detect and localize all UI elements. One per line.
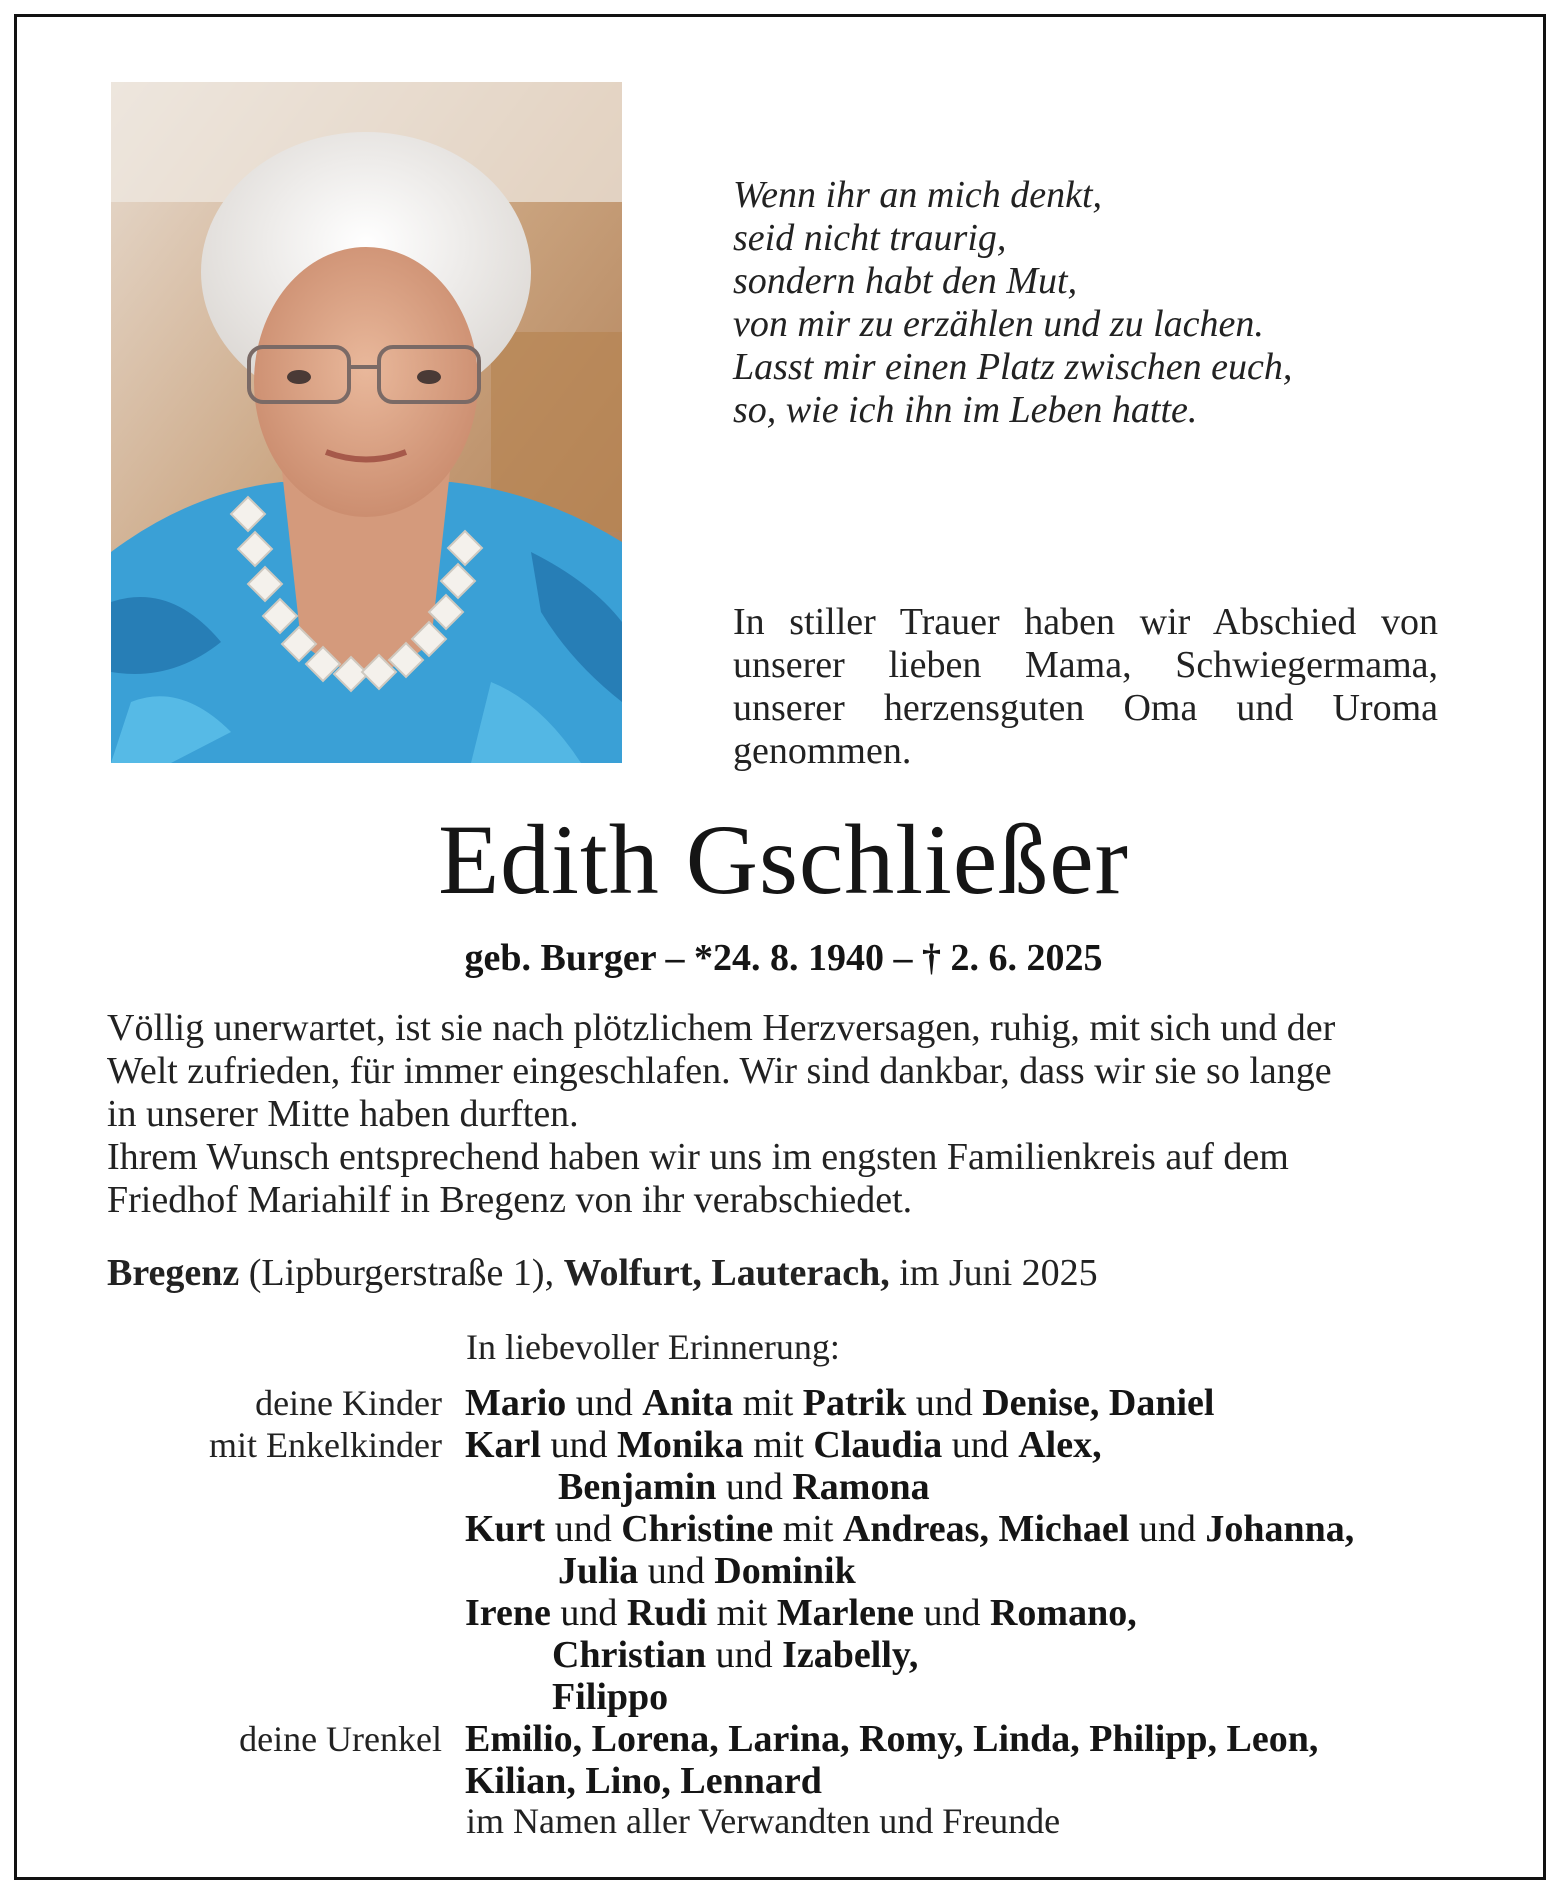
family-name: Anita [642, 1382, 734, 1424]
family-name: Izabelly, [782, 1634, 919, 1676]
label-grandchildren: mit Enkelkinder [209, 1425, 442, 1465]
family-name: Christine [621, 1508, 774, 1550]
connector: und [560, 1592, 618, 1634]
family-name: Filippo [552, 1676, 669, 1718]
poem-line: seid nicht traurig, [733, 217, 1007, 259]
family-row [558, 1550, 856, 1592]
family-name: Claudia [813, 1424, 943, 1466]
connector: und [575, 1382, 633, 1424]
memory-heading: In liebevoller Erinnerung: [466, 1327, 840, 1367]
connector: und [647, 1550, 705, 1592]
poem-line: sondern habt den Mut, [733, 260, 1078, 302]
connector: mit [742, 1382, 794, 1424]
portrait-photo [111, 82, 622, 763]
family-name: Johanna, [1205, 1508, 1355, 1550]
place-city: Bregenz [107, 1252, 240, 1294]
family-name: Romano, [989, 1592, 1137, 1634]
family-row [465, 1760, 822, 1802]
poem-line: Lasst mir einen Platz zwischen euch, [733, 346, 1293, 388]
label-children: deine Kinder [255, 1383, 442, 1423]
family-name: Kurt [465, 1508, 546, 1550]
body-line: Ihrem Wunsch entsprechend haben wir uns im engsten Familienkreis auf dem [107, 1136, 1289, 1178]
intro-text: In stiller Trauer haben wir Abschied von unserer lieben Mama, Schwiegermama, unserer herzensguten Oma und Uroma genommen. [733, 601, 1438, 772]
poem-line: so, wie ich ihn im Leben hatte. [733, 389, 1198, 431]
family-name: Kilian, Lino, Lennard [465, 1760, 822, 1802]
family-name: Benjamin [558, 1466, 717, 1508]
poem-line: Wenn ihr an mich denkt, [733, 174, 1103, 216]
family-row [552, 1676, 668, 1718]
birth-death-dates: geb. Burger – *24. 8. 1940 – † 2. 6. 2025 [464, 937, 1103, 979]
family-row [465, 1592, 1137, 1634]
poem-line: von mir zu erzählen und zu lachen. [733, 303, 1264, 345]
family-name: Rudi [626, 1592, 708, 1634]
place-date: im Juni 2025 [899, 1252, 1098, 1294]
connector: und [1138, 1508, 1196, 1550]
connector: und [725, 1466, 783, 1508]
body-line: Völlig unerwartet, ist sie nach plötzlichem Herzversagen, ruhig, mit sich und der [107, 1007, 1336, 1049]
family-name: Monika [616, 1424, 744, 1466]
family-name: Dominik [714, 1550, 856, 1592]
place-towns: Wolfurt, Lauterach, [563, 1252, 890, 1294]
body-line: in unserer Mitte haben durften. [107, 1093, 579, 1135]
family-row [552, 1634, 918, 1676]
connector: und [951, 1424, 1009, 1466]
label-great-grandchildren: deine Urenkel [239, 1719, 442, 1759]
family-row [465, 1424, 1102, 1466]
family-name: Ramona [792, 1466, 930, 1508]
announcement-body [107, 1007, 1502, 1222]
family-name: Patrik [802, 1382, 907, 1424]
family-name: Andreas, Michael [842, 1508, 1130, 1550]
family-row [465, 1718, 1318, 1760]
place-address: (Lipburgerstraße 1), [248, 1252, 555, 1294]
family-name: Christian [552, 1634, 707, 1676]
connector: und [715, 1634, 773, 1676]
connector: und [550, 1424, 608, 1466]
family-name: Emilio, Lorena, Larina, Romy, Linda, Philipp, Leon, [465, 1718, 1319, 1760]
family-name: Julia [558, 1550, 639, 1592]
family-name: Karl [465, 1424, 541, 1466]
poem [733, 174, 1493, 432]
family-name: Irene [465, 1592, 551, 1634]
family-name: Mario [465, 1382, 567, 1424]
body-line: Friedhof Mariahilf in Bregenz von ihr verabschiedet. [107, 1179, 913, 1221]
family-name: Alex, [1018, 1424, 1102, 1466]
connector: mit [753, 1424, 804, 1466]
family-row [465, 1508, 1354, 1550]
place-line [107, 1251, 1098, 1295]
body-line: Welt zufrieden, für immer eingeschlafen. Wir sind dankbar, dass wir sie so lange [107, 1050, 1332, 1092]
family-name: Marlene [776, 1592, 914, 1634]
closing-line: im Namen aller Verwandten und Freunde [466, 1801, 1061, 1841]
connector: mit [716, 1592, 768, 1634]
connector: mit [782, 1508, 834, 1550]
connector: und [554, 1508, 612, 1550]
family-row [465, 1382, 1214, 1424]
family-name: Denise, Daniel [982, 1382, 1215, 1424]
deceased-name: Edith Gschließer [438, 804, 1129, 915]
connector: und [915, 1382, 973, 1424]
family-row [558, 1466, 930, 1508]
connector: und [923, 1592, 981, 1634]
